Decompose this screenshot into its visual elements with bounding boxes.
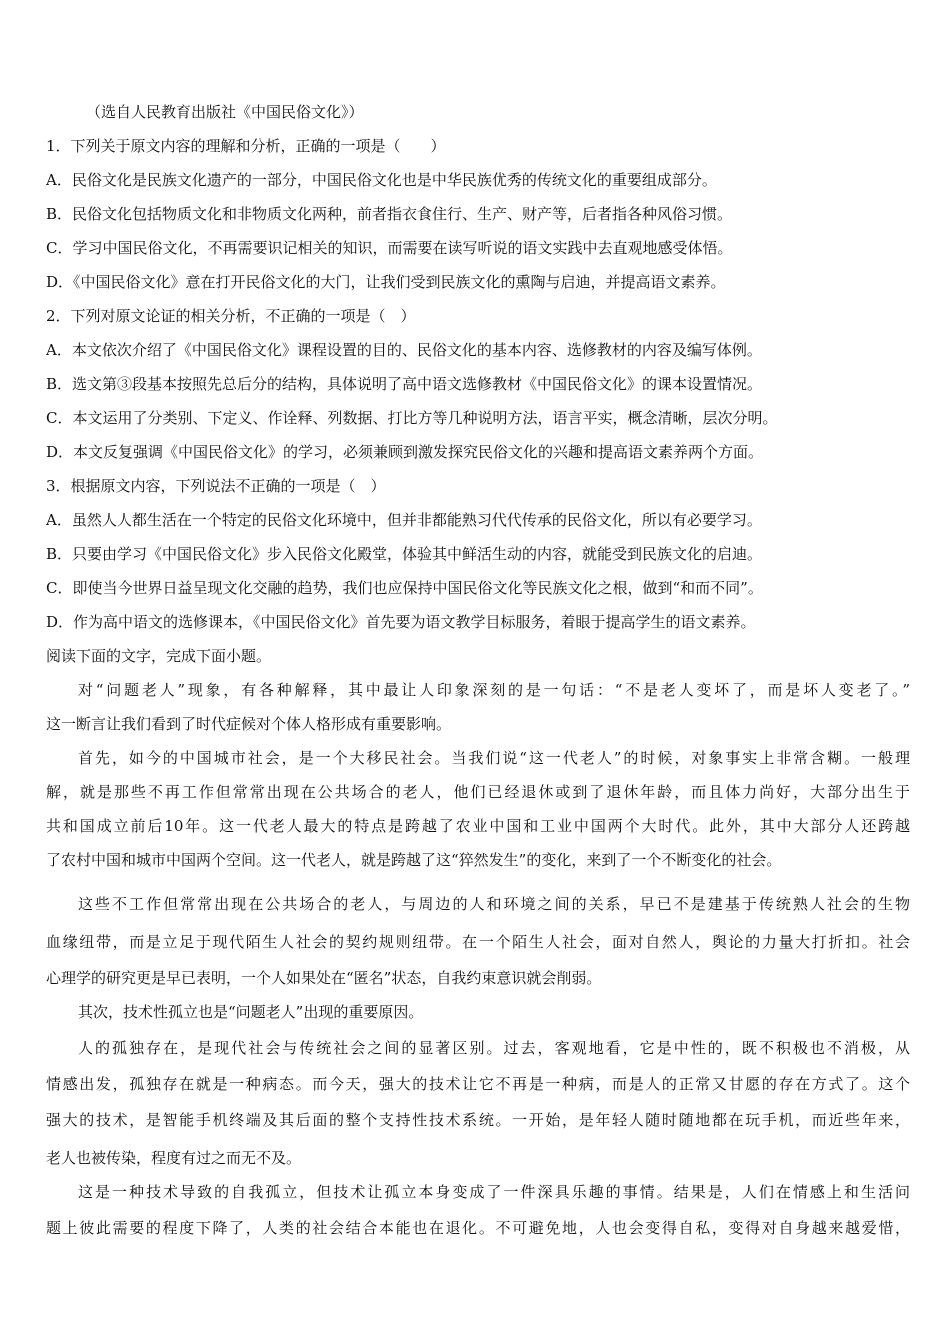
- passage-line: 这些不工作但常常出现在公共场合的老人，与周边的人和环境之间的关系，早已不是建基于传统熟人社会的生物: [78, 895, 910, 913]
- question-2-option-a: A．本文依次介绍了《中国民俗文化》课程设置的目的、民俗文化的基本内容、选修教材的内容及编写体例。: [46, 341, 762, 359]
- passage-line: 这一断言让我们看到了时代症候对个体人格形成有重要影响。: [46, 715, 452, 733]
- reading-instruction: 阅读下面的文字，完成下面小题。: [46, 647, 272, 665]
- question-3-option-d: D．作为高中语文的选修课本，《中国民俗文化》首先要为语文教学目标服务，着眼于提高学生的语文素养。: [46, 613, 756, 631]
- source-citation: （选自人民教育出版社《中国民俗文化》）: [86, 103, 364, 121]
- passage-line: 解，就是那些不再工作但常常出现在公共场合的老人，他们已经退休或到了退休年龄，而且体力尚好，大部分出生于: [46, 783, 910, 801]
- passage-line: 共和国成立前后10年。这一代老人最大的特点是跨越了农业中国和工业中国两个大时代。此外，其中大部分人还跨越: [46, 817, 910, 835]
- passage-line: 血缘纽带，而是立足于现代陌生人社会的契约规则纽带。在一个陌生人社会，面对自然人，舆论的力量大打折扣。社会: [46, 933, 910, 951]
- question-3-option-b: B．只要由学习《中国民俗文化》步入民俗文化殿堂，体验其中鲜活生动的内容，就能受到民族文化的启迪。: [46, 545, 763, 563]
- passage-line: 其次，技术性孤立也是“问题老人”出现的重要原因。: [78, 1003, 424, 1021]
- passage-line: 心理学的研究更是早已表明，一个人如果处在“匿名”状态，自我约束意识就会削弱。: [46, 969, 602, 987]
- passage-line: 这是一种技术导致的自我孤立，但技术让孤立本身变成了一件深具乐趣的事情。结果是，人们在情感上和生活问: [78, 1183, 910, 1201]
- passage-line: 对“问题老人”现象，有各种解释，其中最让人印象深刻的是一句话：“不是老人变坏了，而是坏人变老了。”: [78, 681, 910, 699]
- passage-line: 老人也被传染，程度有过之而无不及。: [46, 1149, 302, 1167]
- passage-line: 强大的技术，是智能手机终端及其后面的整个支持性技术系统。一开始，是年轻人随时随地都在玩手机，而近些年来，: [46, 1111, 910, 1129]
- question-1-option-b: B．民俗文化包括物质文化和非物质文化两种，前者指衣食住行、生产、财产等，后者指各种风俗习惯。: [46, 205, 733, 223]
- passage-line: 了农村中国和城市中国两个空间。这一代老人，就是跨越了这“猝然发生”的变化，来到了一个不断变化的社会。: [46, 851, 782, 869]
- question-2-option-c: C．本文运用了分类别、下定义、作诠释、列数据、打比方等几种说明方法，语言平实，概念清晰，层次分明。: [46, 409, 778, 427]
- question-2-option-b: B．选文第③段基本按照先总后分的结构，具体说明了高中语文选修教材《中国民俗文化》的课本设置情况。: [46, 375, 763, 393]
- passage-line: 题上彼此需要的程度下降了，人类的社会结合本能也在退化。不可避免地，人也会变得自私，变得对自身越来越爱惜，: [46, 1219, 910, 1237]
- question-1-option-d: D．《中国民俗文化》意在打开民俗文化的大门，让我们受到民族文化的熏陶与启迪，并提高语文素养。: [46, 273, 726, 291]
- passage-line: 情感出发，孤独存在就是一种病态。而今天，强大的技术让它不再是一种病，而是人的正常又甘愿的存在方式了。这个: [46, 1075, 910, 1093]
- question-3-option-c: C．即使当今世界日益呈现文化交融的趋势，我们也应保持中国民俗文化等民族文化之根，做到“和而不同”。: [46, 579, 763, 597]
- question-3-option-a: A．虽然人人都生活在一个特定的民俗文化环境中，但并非都能熟习代代传承的民俗文化，所以有必要学习。: [46, 511, 762, 529]
- question-1-stem: 1．下列关于原文内容的理解和分析，正确的一项是（ ）: [46, 137, 446, 155]
- question-1-option-a: A．民俗文化是民族文化遗产的一部分，中国民俗文化也是中华民族优秀的传统文化的重要组成部分。: [46, 171, 717, 189]
- question-1-option-c: C．学习中国民俗文化，不再需要识记相关的知识，而需要在读写听说的语文实践中去直观地感受体悟。: [46, 239, 733, 257]
- passage-line: 人的孤独存在，是现代社会与传统社会之间的显著区别。过去，客观地看，它是中性的，既不积极也不消极，从: [78, 1039, 910, 1057]
- question-2-option-d: D．本文反复强调《中国民俗文化》的学习，必须兼顾到激发探究民俗文化的兴趣和提高语文素养两个方面。: [46, 443, 764, 461]
- question-3-stem: 3．根据原文内容，下列说法不正确的一项是（ ）: [46, 477, 386, 495]
- question-2-stem: 2．下列对原文论证的相关分析，不正确的一项是（ ）: [46, 307, 416, 325]
- passage-line: 首先，如今的中国城市社会，是一个大移民社会。当我们说“这一代老人”的时候，对象事实上非常含糊。一般理: [78, 749, 910, 767]
